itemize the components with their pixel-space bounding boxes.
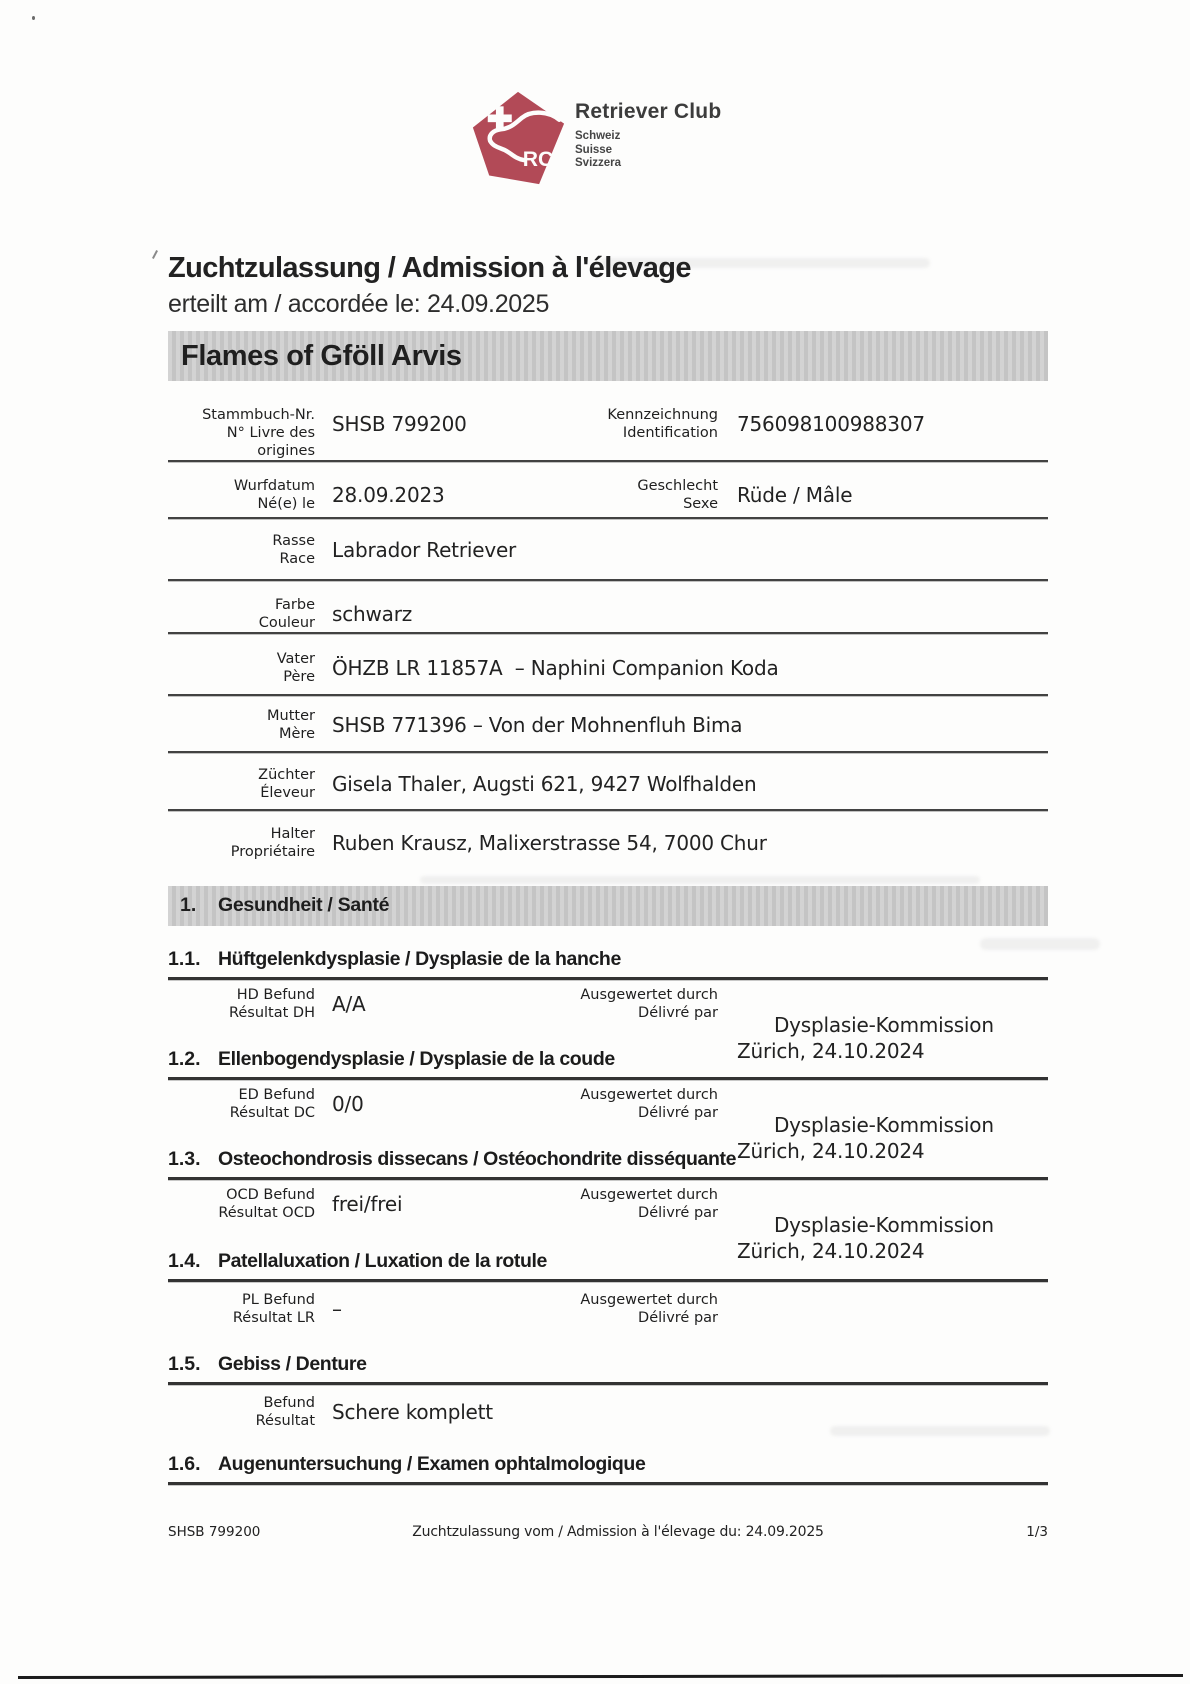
scan-dot-artifact	[32, 16, 35, 20]
color-label: Farbe Couleur	[258, 597, 315, 631]
pl-result-row	[168, 1291, 1048, 1339]
dam-label: Mutter Mère	[267, 708, 315, 742]
subsection-title: Gebiss / Denture	[218, 1353, 367, 1375]
subsection-patella	[168, 1250, 1048, 1276]
subsection-title: Hüftgelenkdysplasie / Dysplasie de la hanche	[218, 948, 621, 970]
pl-result-label: PL Befund Résultat LR	[232, 1292, 315, 1326]
svg-text:RCS: RCS	[522, 147, 568, 171]
owner-label: Halter Propriétaire	[230, 826, 315, 860]
hd-result-value: A/A	[332, 992, 366, 1016]
divider-line	[168, 517, 1048, 519]
row-owner	[168, 825, 1048, 871]
club-logo	[468, 88, 868, 188]
sire-value: ÖHZB LR 11857A – Naphini Companion Koda	[332, 656, 779, 680]
subsection-elbow-dysplasia	[168, 1048, 1048, 1074]
breeder-label: Züchter Éleveur	[258, 767, 315, 801]
color-value: schwarz	[332, 602, 413, 626]
dog-name: Flames of Gföll Arvis	[181, 340, 462, 372]
ocd-evaluator-label: Ausgewertet durch Délivré par	[580, 1187, 718, 1221]
hd-evaluator-label: Ausgewertet durch Délivré par	[580, 987, 718, 1021]
row-breed	[168, 532, 1048, 578]
divider-line	[168, 751, 1048, 753]
row-dam	[168, 707, 1048, 753]
hd-evaluator-value: Dysplasie-Kommission Zürich, 24.10.2024	[737, 1013, 994, 1063]
subsection-hip-dysplasia	[168, 948, 1048, 974]
rcs-logo-icon	[468, 90, 568, 186]
divider-line	[168, 460, 1048, 462]
breed-label: Rasse Race	[272, 533, 315, 567]
row-color	[168, 596, 1048, 642]
subsection-title: Osteochondrosis dissecans / Ostéochondrite disséquante	[218, 1148, 737, 1170]
birth-date-label: Wurfdatum Né(e) le	[233, 478, 315, 512]
subsection-number: 1.6.	[168, 1453, 201, 1475]
identification-value: 756098100988307	[737, 412, 925, 436]
subsection-underline	[168, 1382, 1048, 1385]
logo-sub-svizzera: Svizzera	[575, 157, 622, 169]
footer-page-number: 1/3	[1026, 1524, 1048, 1540]
subsection-underline	[168, 1482, 1048, 1485]
ocd-result-label: OCD Befund Résultat OCD	[218, 1187, 315, 1221]
ed-evaluator-label: Ausgewertet durch Délivré par	[580, 1087, 718, 1121]
document-title: Zuchtzulassung / Admission à l'élevage	[168, 252, 691, 284]
subsection-title: Augenuntersuchung / Examen ophtalmologique	[218, 1453, 646, 1475]
divider-line	[168, 694, 1048, 696]
subsection-eye-exam	[168, 1453, 1048, 1479]
divider-line	[168, 632, 1048, 634]
ocd-evaluator-value: Dysplasie-Kommission Zürich, 24.10.2024	[737, 1213, 994, 1263]
section-health-bar	[168, 886, 1048, 926]
divider-line	[168, 579, 1048, 581]
owner-value: Ruben Krausz, Malixerstrasse 54, 7000 Chur	[332, 831, 767, 855]
subsection-number: 1.1.	[168, 948, 201, 970]
ocd-result-value: frei/frei	[332, 1192, 403, 1216]
row-sire	[168, 650, 1048, 696]
scan-edge-line	[18, 1674, 1183, 1679]
pl-evaluator-value	[737, 1291, 774, 1395]
dentition-result-row	[168, 1394, 1048, 1442]
sex-value: Rüde / Mâle	[737, 483, 853, 507]
sire-label: Vater Père	[276, 651, 315, 685]
studbook-value: SHSB 799200	[332, 412, 467, 436]
subsection-underline	[168, 1279, 1048, 1282]
subsection-number: 1.2.	[168, 1048, 201, 1070]
birth-date-value: 28.09.2023	[332, 483, 445, 507]
dentition-result-label: Befund Résultat	[255, 1395, 315, 1429]
divider-line	[168, 809, 1048, 811]
row-studbook-number	[168, 406, 1048, 459]
subsection-number: 1.4.	[168, 1250, 201, 1272]
subsection-ocd	[168, 1148, 1048, 1174]
ed-evaluator-value: Dysplasie-Kommission Zürich, 24.10.2024	[737, 1113, 994, 1163]
subsection-underline	[168, 1077, 1048, 1080]
footer-studbook-number: SHSB 799200	[168, 1524, 261, 1540]
logo-org-name: Retriever Club	[575, 100, 722, 123]
subsection-title: Ellenbogendysplasie / Dysplasie de la coude	[218, 1048, 615, 1070]
dog-name-bar	[168, 331, 1048, 381]
logo-sub-suisse: Suisse	[575, 143, 613, 156]
dentition-result-value: Schere komplett	[332, 1400, 493, 1424]
sex-label: Geschlecht Sexe	[637, 478, 718, 512]
pl-result-value: –	[332, 1297, 342, 1321]
subsection-title: Patellaluxation / Luxation de la rotule	[218, 1250, 547, 1272]
section-number: 1.	[180, 894, 197, 916]
breeder-value: Gisela Thaler, Augsti 621, 9427 Wolfhalden	[332, 772, 757, 796]
ed-result-label: ED Befund Résultat DC	[229, 1087, 315, 1121]
row-breeder	[168, 766, 1048, 812]
logo-sub-schweiz: Schweiz	[575, 130, 621, 142]
dam-value: SHSB 771396 – Von der Mohnenfluh Bima	[332, 713, 743, 737]
section-title: Gesundheit / Santé	[218, 894, 390, 916]
identification-label: Kennzeichnung Identification	[607, 407, 718, 441]
hd-result-label: HD Befund Résultat DH	[228, 987, 315, 1021]
scan-smudge	[420, 876, 980, 884]
breed-value: Labrador Retriever	[332, 538, 517, 562]
subsection-underline	[168, 1177, 1048, 1180]
document-issue-date: erteilt am / accordée le: 24.09.2025	[168, 290, 550, 318]
footer-document-reference: Zuchtzulassung vom / Admission à l'élevage du: 24.09.2025	[412, 1524, 824, 1540]
subsection-number: 1.5.	[168, 1353, 201, 1375]
subsection-underline	[168, 977, 1048, 980]
studbook-label: Stammbuch-Nr. N° Livre des origines	[202, 407, 315, 459]
scan-tick-artifact	[152, 250, 158, 259]
subsection-dentition	[168, 1353, 1048, 1379]
pl-evaluator-label: Ausgewertet durch Délivré par	[580, 1292, 718, 1326]
subsection-number: 1.3.	[168, 1148, 201, 1170]
ed-result-value: 0/0	[332, 1092, 364, 1116]
